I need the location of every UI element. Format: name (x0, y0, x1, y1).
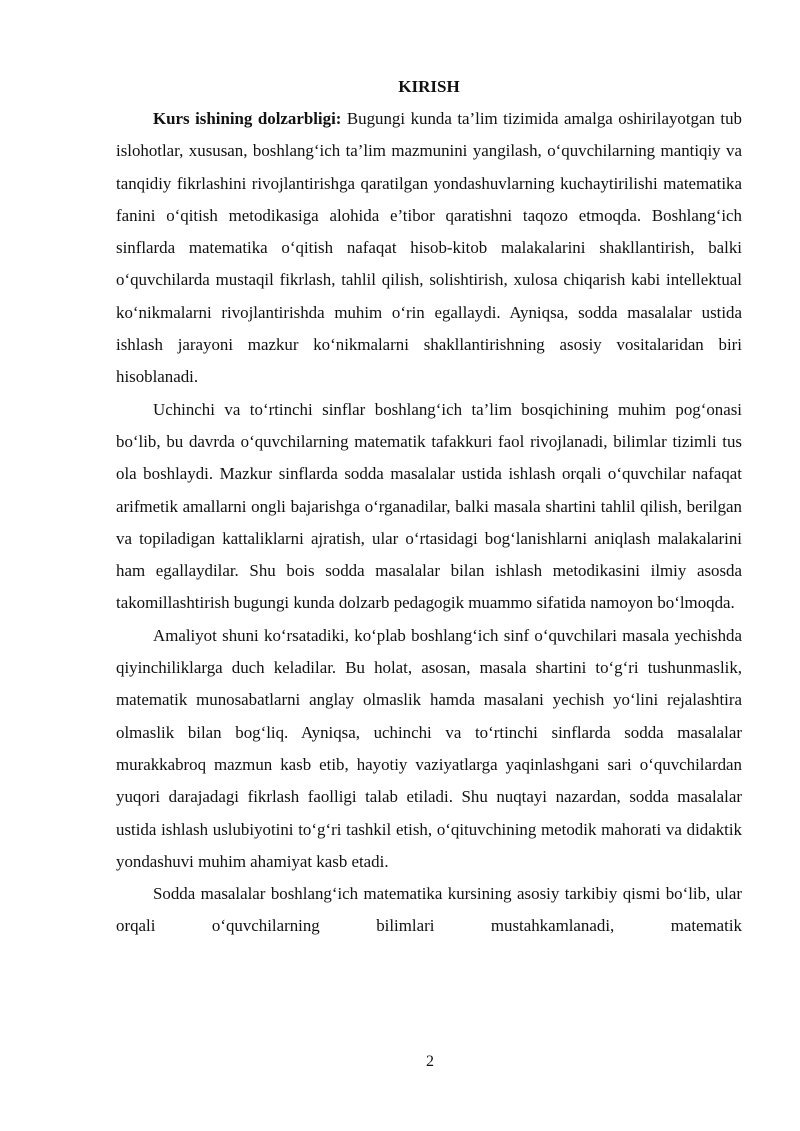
document-page (116, 73, 742, 943)
paragraph-lead: Kurs ishining dolzarbligi: (153, 109, 342, 128)
section-title: KIRISH (398, 77, 460, 96)
paragraph-simple-problems: Sodda masalalar boshlang‘ich matematika kursining asosiy tarkibiy qismi bo‘lib, ular orqali o‘quvchilarning bilimlari mustahkamlanadi, matematik (116, 884, 742, 936)
paragraph-relevance (116, 103, 742, 394)
paragraph-text: Bugungi kunda ta’lim tizimida amalga oshirilayotgan tub islohotlar, xususan, boshlang‘ich ta’lim mazmunini yangilash, o‘quvchilarning mantiqiy va tanqidiy fikrlashini rivojlantirishga qaratilgan yondashuvlarning kuchaytirilishi matematika fanini o‘qitish metodikasiga alohida e’tibor qaratishni taqozo etmoqda. Boshlang‘ich sinflarda matematika o‘qitish nafaqat hisob-kitob malakalarini shakllantirish, balki o‘quvchilarda mustaqil fikrlash, tahlil qilish, solishtirish, xulosa chiqarish kabi intellektual ko‘nikmalarni rivojlantirishda muhim o‘rin egallaydi. Ayniqsa, sodda masalalar ustida ishlash jarayoni mazkur ko‘nikmalarni shakllantirishning asosiy vositalaridan biri hisoblanadi. (116, 109, 742, 387)
paragraph-practice: Amaliyot shuni ko‘rsatadiki, ko‘plab boshlang‘ich sinf o‘quvchilari masala yechishda qiyinchiliklarga duch keladilar. Bu holat, asosan, masala shartini to‘g‘ri tushunmaslik, matematik munosabatlarni anglay olmaslik hamda masalani yechish yo‘lini rejalashtira olmaslik bilan bog‘liq. Ayniqsa, uchinchi va to‘rtinchi sinflarda sodda masalalar murakkabroq mazmun kasb etib, hayotiy vaziyatlarga yaqinlashgani sari o‘quvchilardan yuqori darajadagi fikrlash faolligi talab etiladi. Shu nuqtayi nazardan, sodda masalalar ustida ishlash uslubiyotini to‘g‘ri tashkil etish, o‘qituvchining metodik mahorati va didaktik yondashuvi muhim ahamiyat kasb etadi. (116, 625, 742, 871)
paragraph-grades: Uchinchi va to‘rtinchi sinflar boshlang‘ich ta’lim bosqichining muhim pog‘onasi bo‘lib, bu davrda o‘quvchilarning matematik tafakkuri faol rivojlanadi, bilimlar tizimli tus ola boshlaydi. Mazkur sinflarda sodda masalalar ustida ishlash orqali o‘quvchilar nafaqat arifmetik amallarni ongli bajarishga o‘rganadilar, balki masala shartini tahlil qilish, berilgan va topiladigan kattaliklarni ajratish, ular o‘rtasidagi bog‘lanishlarni aniqlash malakalarini ham egallaydilar. Shu bois sodda masalalar bilan ishlash metodikasini ilmiy asosda takomillashtirish bugungi kunda dolzarb pedagogik muammo sifatida namoyon bo‘lmoqda. (116, 399, 742, 613)
page-number: 2 (426, 1053, 434, 1070)
